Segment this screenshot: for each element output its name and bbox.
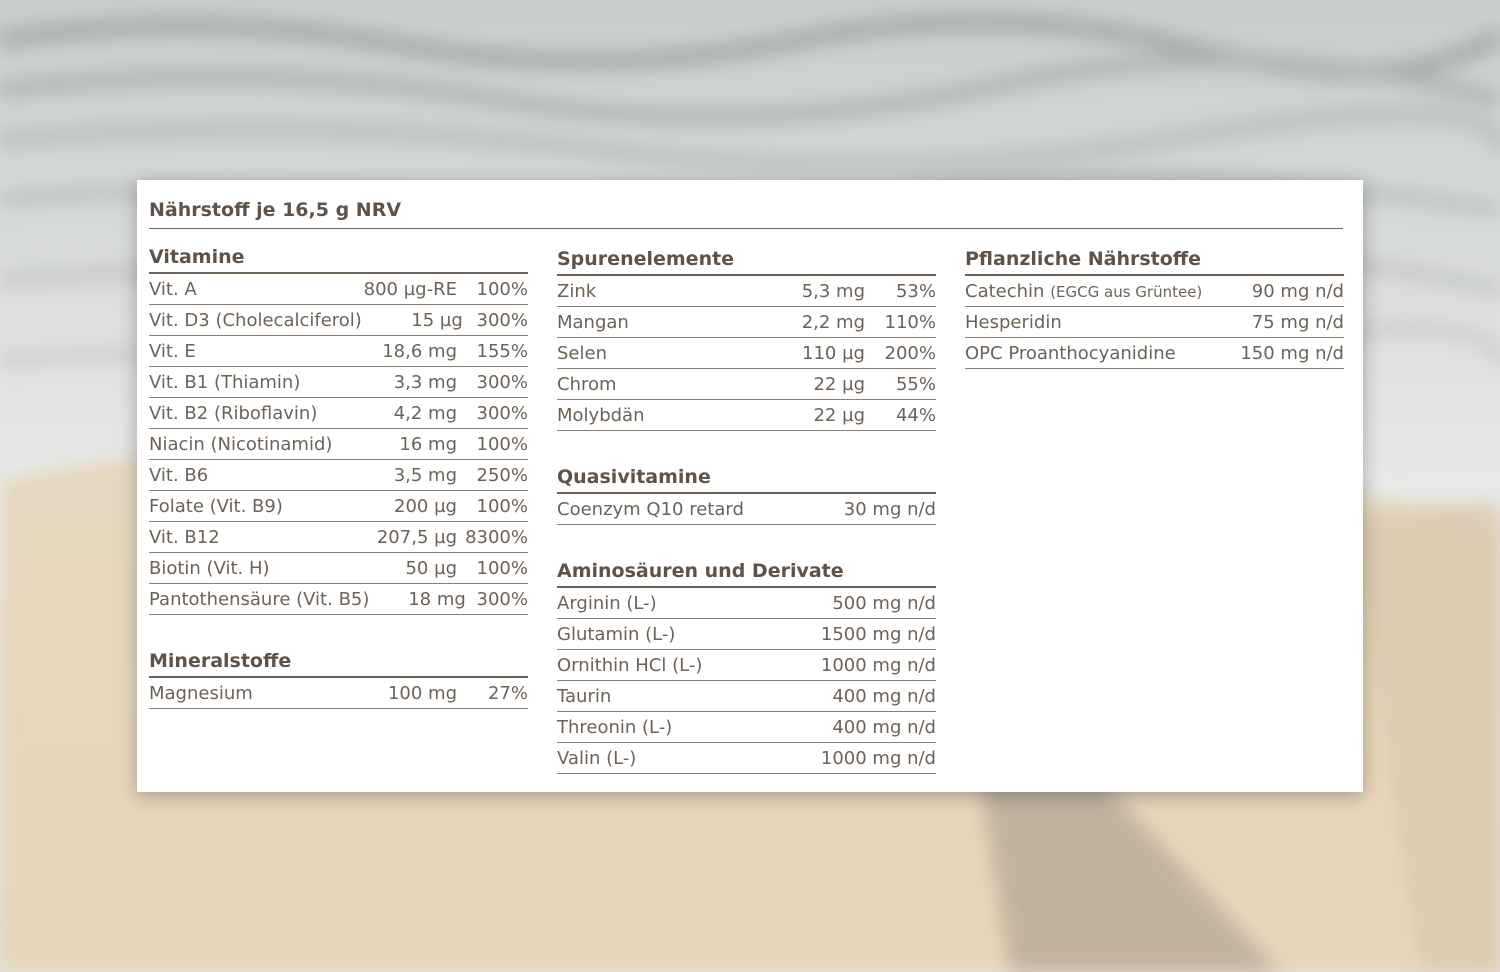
nutrient-name: Pantothensäure (Vit. B5) [149,588,370,610]
table-row [557,712,936,743]
nutrient-amount: 18 mg [408,588,466,610]
column-2 [557,242,936,805]
section-title-quasivitamine: Quasivitamine [557,462,936,494]
nutrient-amount: 4,2 mg [393,402,457,424]
nutrient-name: Ornithin HCl (L-) [557,654,703,676]
nutrient-nrv: 100% [476,278,528,300]
nutrient-nrv: 100% [476,433,528,455]
nutrient-amount: 75 mg n/d [1251,311,1344,333]
nutrient-name: OPC Proanthocyanidine [965,342,1176,364]
table-row [557,494,936,525]
nutrient-name: Magnesium [149,682,253,704]
nutrient-name: Niacin (Nicotinamid) [149,433,333,455]
nutrient-amount: 90 mg n/d [1251,280,1344,302]
nutrient-amount: 150 mg n/d [1240,342,1344,364]
nutrient-nrv: 200% [884,342,936,364]
nutrient-name: Biotin (Vit. H) [149,557,270,579]
nutrient-name: Arginin (L-) [557,592,657,614]
nutrient-amount: 1000 mg n/d [820,654,936,676]
table-row [965,338,1344,369]
nutrient-amount: 18,6 mg [382,340,457,362]
table-row [149,553,528,584]
table-row [149,460,528,491]
table-row [149,522,528,553]
section-vitamine [149,242,528,615]
nutrient-name: Selen [557,342,607,364]
nutrient-name: Vit. B12 [149,526,220,548]
nutrient-name: Coenzym Q10 retard [557,498,744,520]
nutrient-amount: 207,5 µg [376,526,457,548]
section-spurenelemente [557,244,936,431]
table-row [965,276,1344,307]
nutrient-name [965,281,1202,302]
section-title-pflanzliche: Pflanzliche Nährstoffe [965,244,1344,276]
nutrient-nrv: 27% [487,682,528,704]
nutrient-nrv: 8300% [465,526,528,548]
table-row [149,678,528,709]
column-1 [149,242,528,740]
section-quasivitamine [557,462,936,525]
nutrient-amount: 400 mg n/d [832,685,936,707]
table-row [149,398,528,429]
section-title-mineralstoffe: Mineralstoffe [149,646,528,678]
nutrient-amount: 400 mg n/d [832,716,936,738]
nutrient-amount: 500 mg n/d [832,592,936,614]
table-row [149,491,528,522]
nutrient-name: Vit. E [149,340,196,362]
nutrient-nrv: 300% [476,588,528,610]
table-row [557,650,936,681]
section-aminosaeuren [557,556,936,774]
nutrient-nrv: 100% [476,557,528,579]
table-row [149,274,528,305]
table-row [965,307,1344,338]
section-mineralstoffe [149,646,528,709]
section-pflanzliche [965,244,1344,369]
nutrient-nrv: 300% [476,309,528,331]
nutrient-amount: 15 µg [411,309,463,331]
nutrient-name-text: Catechin [965,280,1045,302]
table-row [557,338,936,369]
nutrient-name: Taurin [557,685,612,707]
nutrient-amount: 30 mg n/d [843,498,936,520]
nutrient-nrv: 110% [884,311,936,333]
table-row [557,400,936,431]
nutrient-nrv: 53% [895,280,936,302]
table-row [557,276,936,307]
nutrient-amount: 1500 mg n/d [820,623,936,645]
nutrient-nrv: 55% [895,373,936,395]
table-row [149,367,528,398]
nutrient-nrv: 300% [476,371,528,393]
table-row [557,619,936,650]
nutrient-amount: 3,5 mg [393,464,457,486]
nutrient-note: (EGCG aus Grüntee) [1050,282,1203,301]
table-row [149,336,528,367]
nutrient-name: Hesperidin [965,311,1062,333]
nutrient-amount: 2,2 mg [801,311,865,333]
table-row [557,369,936,400]
nutrient-amount: 16 mg [399,433,457,455]
nutrient-name: Zink [557,280,597,302]
table-row [149,305,528,336]
table-row [149,429,528,460]
nutrient-name: Molybdän [557,404,645,426]
nutrient-name: Valin (L-) [557,747,637,769]
section-title-aminosaeuren: Aminosäuren und Derivate [557,556,936,588]
nutrient-amount: 110 µg [802,342,865,364]
nutrition-table-panel [137,180,1363,792]
table-row [557,588,936,619]
nutrient-name: Chrom [557,373,617,395]
nutrient-amount: 22 µg [813,373,865,395]
nutrient-amount: 3,3 mg [393,371,457,393]
nutrient-amount: 800 µg-RE [363,278,457,300]
nutrient-amount: 22 µg [813,404,865,426]
nutrient-name: Vit. A [149,278,197,300]
nutrient-nrv: 250% [476,464,528,486]
nutrient-amount: 100 mg [387,682,457,704]
table-header: Nährstoff je 16,5 g NRV [149,196,1343,229]
nutrient-nrv: 100% [476,495,528,517]
table-row [557,743,936,774]
nutrient-amount: 200 µg [394,495,457,517]
nutrient-nrv: 44% [895,404,936,426]
nutrient-name: Vit. B2 (Riboflavin) [149,402,318,424]
nutrient-amount: 5,3 mg [801,280,865,302]
nutrient-name: Vit. D3 (Cholecalciferol) [149,309,362,331]
nutrient-name: Folate (Vit. B9) [149,495,283,517]
section-title-vitamine: Vitamine [149,242,528,274]
column-3 [965,242,1344,400]
nutrient-nrv: 155% [476,340,528,362]
section-title-spurenelemente: Spurenelemente [557,244,936,276]
nutrient-amount: 1000 mg n/d [820,747,936,769]
nutrient-name: Glutamin (L-) [557,623,676,645]
nutrient-name: Mangan [557,311,629,333]
nutrient-name: Vit. B1 (Thiamin) [149,371,301,393]
table-row [557,681,936,712]
nutrient-name: Threonin (L-) [557,716,673,738]
table-row [149,584,528,615]
nutrient-nrv: 300% [476,402,528,424]
table-row [557,307,936,338]
nutrient-name: Vit. B6 [149,464,209,486]
nutrient-amount: 50 µg [405,557,457,579]
